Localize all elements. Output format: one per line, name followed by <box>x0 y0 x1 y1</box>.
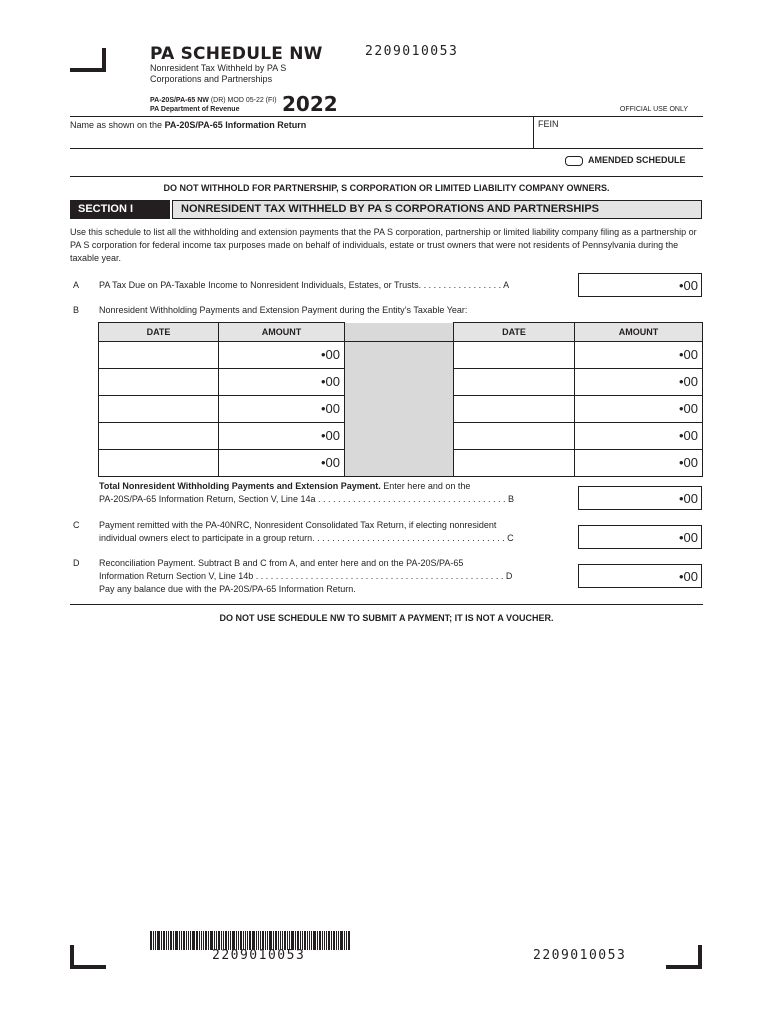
warning-top: DO NOT WITHHOLD FOR PARTNERSHIP, S CORPORATION OR LIMITED LIABILITY COMPANY OWNERS. <box>163 183 610 193</box>
form-code: PA-20S/PA-65 NW <box>150 97 209 104</box>
top-barcode-number: 2209010053 <box>365 44 459 59</box>
amount-cell[interactable] <box>219 369 345 396</box>
column-gap <box>345 323 454 342</box>
date-cell[interactable] <box>99 450 219 477</box>
name-label-bold: PA-20S/PA-65 Information Return <box>164 120 307 130</box>
barcode-bar <box>340 931 343 950</box>
amount-cell[interactable] <box>219 342 345 369</box>
line-d-line1: Reconciliation Payment. Subtract B and C from A, and enter here and on the PA-20S/PA-65 <box>99 558 464 568</box>
line-b-letter: B <box>73 305 80 315</box>
line-b-total-bold: Total Nonresident Withholding Payments and Extension Payment. <box>99 481 381 491</box>
date-cell[interactable] <box>99 423 219 450</box>
barcode-bar <box>181 931 182 950</box>
barcode-bar <box>348 931 350 950</box>
line-a-amount-field[interactable] <box>578 273 702 297</box>
fein-input[interactable] <box>538 132 698 146</box>
amount-cents: • 00 <box>321 347 340 362</box>
form-title: PA SCHEDULE NW <box>150 44 323 64</box>
form-code-block <box>150 96 277 114</box>
shaded-gap <box>345 369 454 396</box>
amount-cell[interactable] <box>575 369 703 396</box>
warning-bottom: DO NOT USE SCHEDULE NW TO SUBMIT A PAYMENT; IT IS NOT A VOUCHER. <box>219 613 554 623</box>
barcode-bar <box>307 931 308 950</box>
barcode-number-right: 2209010053 <box>533 948 627 963</box>
date-cell[interactable] <box>454 369 575 396</box>
form-mod: (DR) MOD 05-22 (FI) <box>210 97 277 104</box>
barcode-bar <box>309 931 310 950</box>
line-b-total-text <box>99 480 569 506</box>
date-cell[interactable] <box>454 396 575 423</box>
barcode-bar <box>331 931 332 950</box>
amount-cell[interactable] <box>575 423 703 450</box>
line-d-line2: Information Return Section V, Line 14b . . . . . . . . . . . . . . . . . . . . . . . . . . . . . . . . . . . . . . . . . . . . . . . . . . D <box>99 571 513 581</box>
name-field-label <box>70 120 306 130</box>
amount-cents: • 00 <box>321 455 340 470</box>
line-d-line3: Pay any balance due with the PA-20S/PA-65 Information Return. <box>99 584 356 594</box>
shaded-gap <box>345 396 454 423</box>
barcode-bar <box>205 931 207 950</box>
column-header-date: DATE <box>454 323 575 342</box>
amended-schedule-checkbox[interactable] <box>565 156 583 166</box>
section-intro: Use this schedule to list all the withholding and extension payments that the PA S corporation, partnership or limited liability company filing as a partnership or PA S corporation for federal income tax purposes made on behalf of individuals, estate or trust owners that were not residents of Pennsylvania during the taxable year. <box>70 227 697 263</box>
barcode-bar <box>199 931 200 950</box>
barcode-bar <box>190 931 191 950</box>
amount-cents: • 00 <box>679 455 698 470</box>
form-subtitle: Nonresident Tax Withheld by PA S Corporations and Partnerships <box>150 63 287 84</box>
name-field-underline <box>70 148 703 149</box>
barcode-bar <box>173 931 174 950</box>
payments-table <box>98 322 703 477</box>
barcode-bar <box>208 931 209 950</box>
barcode-bar <box>338 931 339 950</box>
fein-divider <box>533 116 534 148</box>
shaded-gap <box>345 423 454 450</box>
line-d-text <box>99 557 569 596</box>
barcode-bar <box>346 931 347 950</box>
amount-cents: • 00 <box>679 347 698 362</box>
barcode-bar <box>161 931 162 950</box>
barcode-bar <box>322 931 323 950</box>
barcode-bar <box>203 931 204 950</box>
column-header-amount: AMOUNT <box>219 323 345 342</box>
tax-year: 2022 <box>282 92 338 116</box>
amount-cents: • 00 <box>321 401 340 416</box>
line-b-total-line2: PA-20S/PA-65 Information Return, Section V, Line 14a . . . . . . . . . . . . . . . . . . . . . . . . . . . . . . . . . . . . . . B <box>99 494 515 504</box>
name-input[interactable] <box>70 132 530 146</box>
line-c-amount-field[interactable] <box>578 525 702 549</box>
line-c-letter: C <box>73 520 80 530</box>
section-label: SECTION I <box>70 200 170 219</box>
amount-cents: • 00 <box>321 374 340 389</box>
barcode-bar <box>186 931 187 950</box>
barcode-number-left: 2209010053 <box>212 948 306 963</box>
line-b-text: Nonresident Withholding Payments and Extension Payment during the Entity’s Taxable Year: <box>99 305 468 315</box>
department: PA Department of Revenue <box>150 106 240 113</box>
date-cell[interactable] <box>454 423 575 450</box>
amount-cents: • 00 <box>679 374 698 389</box>
corner-mark-top-left <box>70 48 106 72</box>
line-d-cents: • 00 <box>679 569 698 584</box>
barcode-bar <box>313 931 316 950</box>
column-header-date: DATE <box>99 323 219 342</box>
barcode-bar <box>344 931 345 950</box>
shaded-gap <box>345 342 454 369</box>
amended-schedule-label: AMENDED SCHEDULE <box>588 155 686 165</box>
barcode-bar <box>150 931 152 950</box>
table-row <box>99 423 703 450</box>
barcode-bar <box>179 931 180 950</box>
barcode-bar <box>153 931 154 950</box>
table-row <box>99 369 703 396</box>
barcode-bar <box>317 931 318 950</box>
fein-label: FEIN <box>538 119 559 129</box>
corner-mark-bottom-right <box>666 945 702 969</box>
barcode-bar <box>311 931 312 950</box>
barcode-bar <box>192 931 195 950</box>
line-d-letter: D <box>73 558 80 568</box>
amount-cell[interactable] <box>575 450 703 477</box>
barcode-bar <box>328 931 330 950</box>
line-c-cents: • 00 <box>679 530 698 545</box>
date-cell[interactable] <box>454 450 575 477</box>
name-label-prefix: Name as shown on the <box>70 120 165 130</box>
amount-cents: • 00 <box>679 401 698 416</box>
barcode-bar <box>155 931 156 950</box>
amount-cell[interactable] <box>219 396 345 423</box>
line-b-total-rest: Enter here and on the <box>380 481 471 491</box>
barcode-bar <box>188 931 189 950</box>
barcode-bar <box>319 931 321 950</box>
amended-rule <box>70 176 703 177</box>
line-c-line1: Payment remitted with the PA-40NRC, Nonresident Consolidated Tax Return, if electing nonresident <box>99 520 497 530</box>
barcode-bar <box>183 931 185 950</box>
line-a-text: PA Tax Due on PA-Taxable Income to Nonresident Individuals, Estates, or Trusts. . . . . . . . . . . . . . . . . A <box>99 280 510 290</box>
line-b-cents: • 00 <box>679 491 698 506</box>
date-cell[interactable] <box>99 342 219 369</box>
table-header-row <box>99 323 703 342</box>
line-d-amount-field[interactable] <box>578 564 702 588</box>
section-title: NONRESIDENT TAX WITHHELD BY PA S CORPORATIONS AND PARTNERSHIPS <box>172 200 702 219</box>
amount-cell[interactable] <box>219 450 345 477</box>
amount-cell[interactable] <box>575 342 703 369</box>
date-cell[interactable] <box>454 342 575 369</box>
amount-cell[interactable] <box>219 423 345 450</box>
amount-cell[interactable] <box>575 396 703 423</box>
barcode-bar <box>166 931 167 950</box>
barcode-bar <box>196 931 198 950</box>
corner-mark-bottom-left <box>70 945 106 969</box>
barcode-bar <box>326 931 327 950</box>
amount-cents: • 00 <box>679 428 698 443</box>
barcode-bar <box>170 931 172 950</box>
line-c-text <box>99 519 569 545</box>
barcode-bar <box>168 931 169 950</box>
line-b-amount-field[interactable] <box>578 486 702 510</box>
table-row <box>99 450 703 477</box>
barcode-bar <box>324 931 325 950</box>
shaded-gap <box>345 450 454 477</box>
amount-cents: • 00 <box>321 428 340 443</box>
barcode-bar <box>157 931 160 950</box>
barcode-bar <box>336 931 337 950</box>
line-a-cents: • 00 <box>679 278 698 293</box>
barcode-bar <box>201 931 202 950</box>
section-bottom-rule <box>70 604 703 605</box>
date-cell[interactable] <box>99 369 219 396</box>
table-row <box>99 342 703 369</box>
barcode-bar <box>175 931 178 950</box>
column-header-amount: AMOUNT <box>575 323 703 342</box>
line-c-line2: individual owners elect to participate in a group return. . . . . . . . . . . . . . . . . . . . . . . . . . . . . . . . . . . . . . . C <box>99 533 514 543</box>
line-a-letter: A <box>73 280 80 290</box>
date-cell[interactable] <box>99 396 219 423</box>
barcode-bar <box>333 931 335 950</box>
official-use-label: OFFICIAL USE ONLY <box>619 106 688 113</box>
barcode-bar <box>163 931 165 950</box>
table-row <box>99 396 703 423</box>
header-rule <box>70 116 703 117</box>
